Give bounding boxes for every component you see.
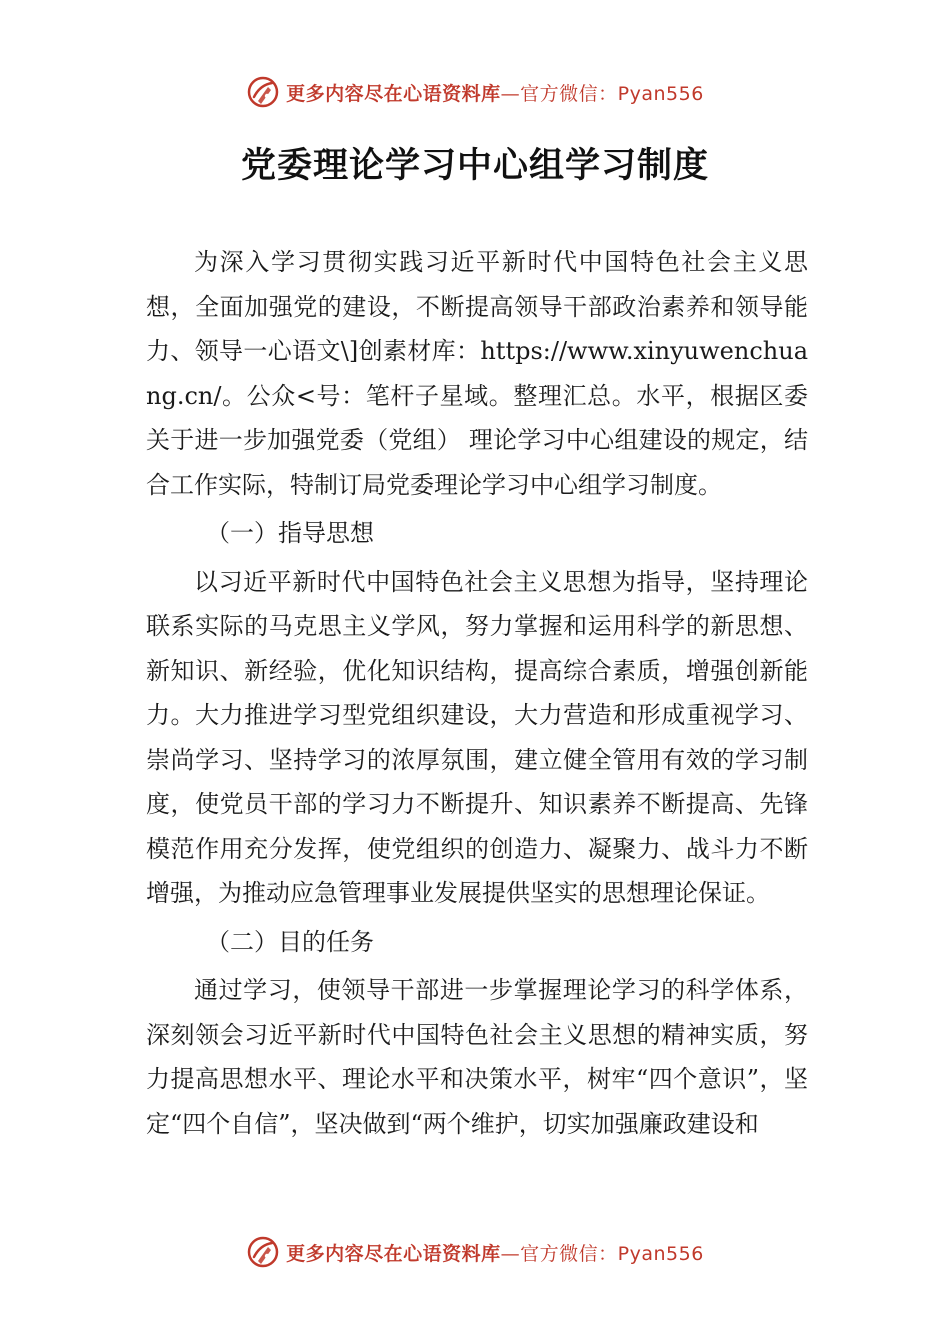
footer-banner-text bbox=[286, 1239, 704, 1266]
intro-paragraph: 为深入学习贯彻实践习近平新时代中国特色社会主义思想，全面加强党的建设，不断提高领导干部政治素养和领导能力、领导一心语文\]创素材库：https://www.xinyuwenchuang.cn/。公众<号：笔杆子星域。整理汇总。水平，根据区委关于进一步加强党委（党组） 理论学习中心组建设的规定，结合工作实际，特制订局党委理论学习中心组学习制度。 bbox=[146, 248, 808, 499]
footer-banner-contact: 官方微信：Pyan556 bbox=[520, 1242, 704, 1265]
header-banner-text bbox=[286, 79, 704, 106]
header-banner-contact: 官方微信：Pyan556 bbox=[520, 82, 704, 105]
header-banner-brand: 更多内容尽在心语资料库 bbox=[286, 82, 501, 105]
section-heading-guiding-thought: （一）指导思想 bbox=[206, 519, 374, 547]
section-heading-purpose-tasks: （二）目的任务 bbox=[206, 927, 374, 956]
document-title: 党委理论学习中心组学习制度 bbox=[240, 145, 709, 186]
section-body-purpose-tasks: 通过学习，使领导干部进一步掌握理论学习的科学体系，深刻领会习近平新时代中国特色社会主义思想的精神实质，努力提高思想水平、理论水平和决策水平，树牢“四个意识”，坚定“四个自信”，坚决做到“两个维护，切实加强廉政建设和 bbox=[146, 976, 808, 1138]
header-banner-dash: — bbox=[500, 82, 521, 105]
pen-nib-seal-icon bbox=[246, 1235, 280, 1269]
section-body-guiding-thought: 以习近平新时代中国特色社会主义思想为指导，坚持理论联系实际的马克思主义学风，努力掌握和运用科学的新思想、新知识、新经验，优化知识结构，提高综合素质，增强创新能力。大力推进学习型党组织建设，大力营造和形成重视学习、崇尚学习、坚持学习的浓厚氛围，建立健全管用有效的学习制度，使党员干部的学习力不断提升、知识素养不断提高、先锋模范作用充分发挥，使党组织的创造力、凝聚力、战斗力不断增强，为推动应急管理事业发展提供坚实的思想理论保证。 bbox=[146, 567, 808, 907]
footer-banner-brand: 更多内容尽在心语资料库 bbox=[286, 1242, 501, 1265]
header-banner bbox=[0, 72, 950, 112]
document-body bbox=[146, 240, 808, 1146]
pen-nib-seal-icon bbox=[246, 75, 280, 109]
footer-banner-dash: — bbox=[500, 1242, 521, 1265]
footer-banner bbox=[0, 1232, 950, 1272]
